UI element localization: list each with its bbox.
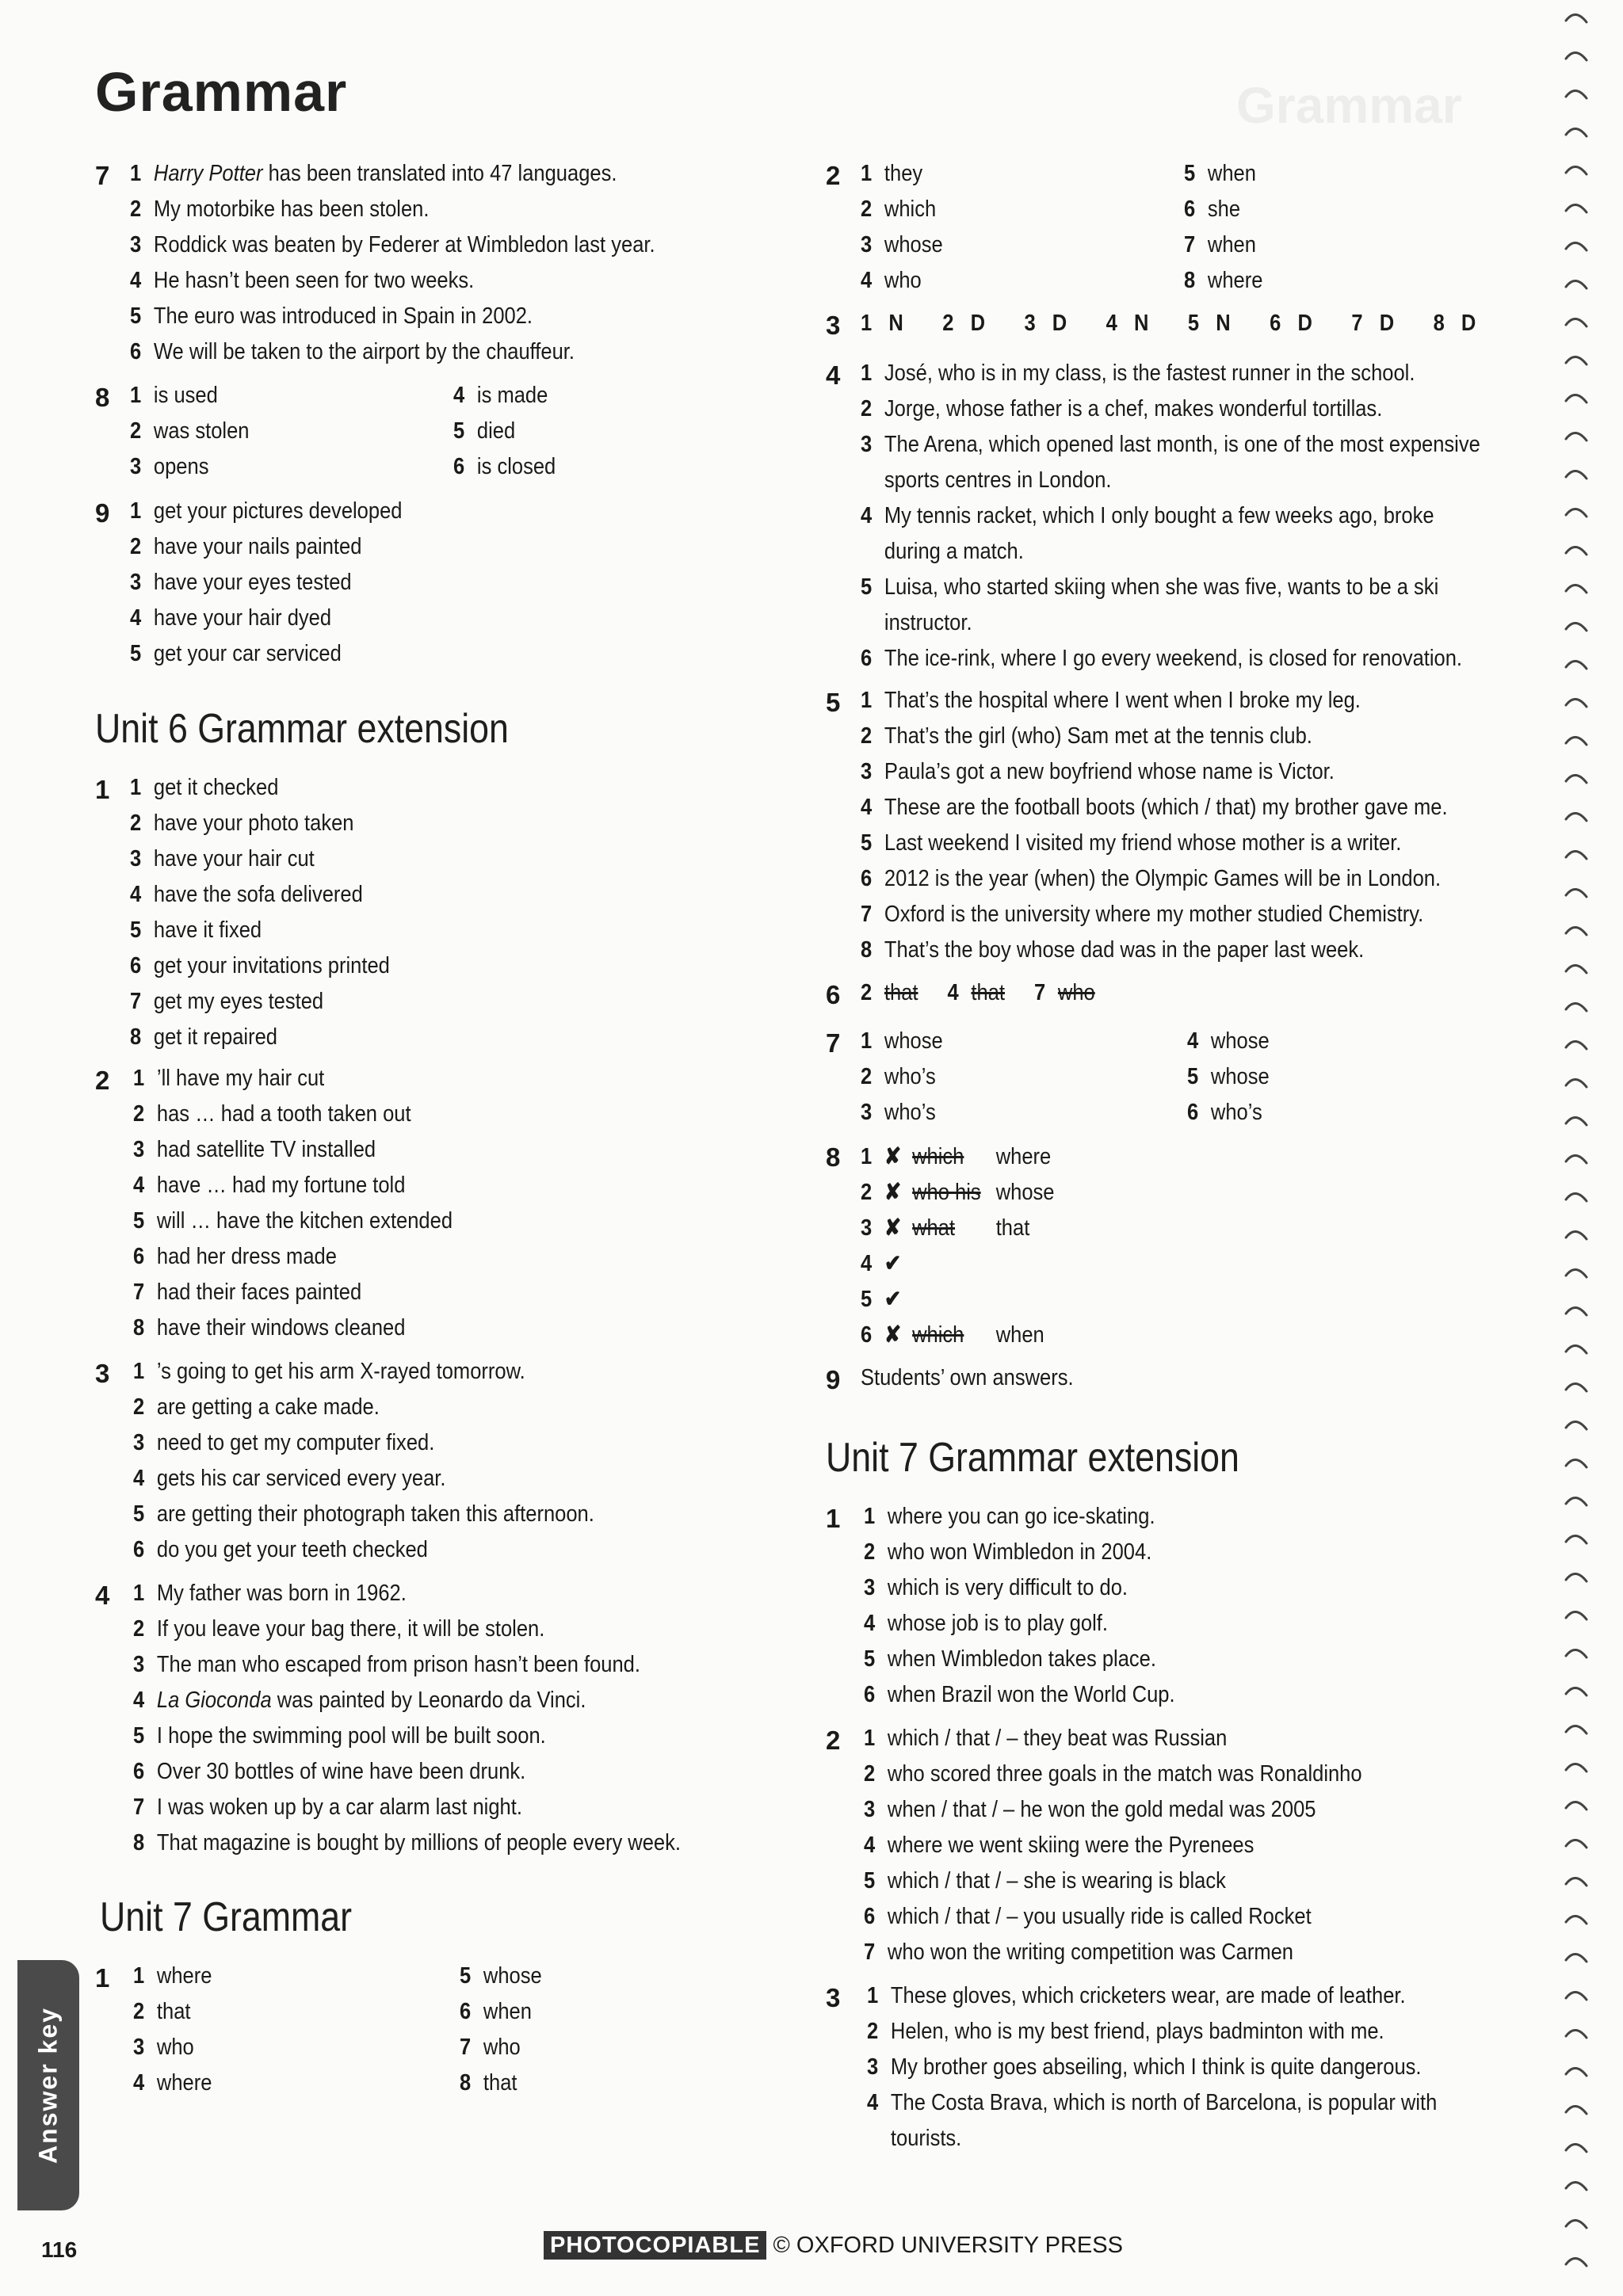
- cross-icon: ✘: [884, 1322, 902, 1348]
- answer-key-tab: [17, 1960, 79, 2210]
- answer-line: 6 ✘ which when: [861, 1322, 1044, 1348]
- answer-line: 5 died: [453, 418, 516, 444]
- answer-line: 5 I hope the swimming pool will be built soon.: [133, 1723, 546, 1749]
- binding-ring: [1566, 1573, 1587, 1581]
- show-through-text: Grammar: [1236, 77, 1462, 134]
- answer-line: 3 have your eyes tested: [130, 570, 352, 595]
- answer-line: 1 Harry Potter has been translated into 47 languages.: [130, 161, 617, 186]
- unit-6-heading: Unit 6 Grammar extension: [95, 706, 509, 752]
- answer-line: 2 Helen, who is my best friend, plays badminton with me.: [867, 2019, 1384, 2044]
- footer-copyright: [544, 2233, 1123, 2259]
- answer-line: 1 José, who is in my class, is the fastest runner in the school.: [861, 360, 1415, 386]
- answer-line: 2 has … had a tooth taken out: [133, 1101, 411, 1127]
- binding-ring: [1566, 813, 1587, 821]
- answer-line: 2 have your photo taken: [130, 810, 354, 836]
- answer-line: 5 will … have the kitchen extended: [133, 1208, 453, 1234]
- photocopiable-badge: PHOTOCOPIABLE: [544, 2231, 766, 2260]
- binding-ring: [1566, 433, 1587, 441]
- answer-line: 6 2012 is the year (when) the Olympic Games will be in London.: [861, 866, 1442, 891]
- answer-line: 7 Oxford is the university where my mother studied Chemistry.: [861, 902, 1424, 927]
- cross-icon: ✘: [884, 1180, 902, 1205]
- answer-line: 4 ✔: [861, 1249, 912, 1277]
- answer-line: 3 The Arena, which opened last month, is one of the most expensive: [861, 432, 1480, 457]
- binding-ring: [1566, 1726, 1587, 1733]
- answer-line: 2 Jorge, whose father is a chef, makes wonderful tortillas.: [861, 396, 1383, 421]
- answer-line: 5 have it fixed: [130, 917, 262, 943]
- page-number: 116: [41, 2237, 78, 2262]
- answer-line: 1 ✘ which where: [861, 1144, 1052, 1169]
- binding-ring: [1566, 1688, 1587, 1695]
- binding-ring: [1566, 1497, 1587, 1505]
- answer-line: 2 that 4 that 7 who: [861, 980, 1095, 1005]
- exercise-number: 2: [826, 161, 841, 190]
- binding-ring: [1566, 547, 1587, 555]
- answer-line: 7 when: [1184, 232, 1256, 257]
- answer-line: 2 who scored three goals in the match was Ronaldinho: [864, 1761, 1362, 1787]
- exercise-number: 8: [95, 383, 110, 412]
- exercise-number: 1: [95, 1963, 110, 1993]
- answer-line: 6 The ice-rink, where I go every weekend, is closed for renovation.: [861, 646, 1463, 671]
- binding-ring: [1566, 1459, 1587, 1467]
- cross-icon: ✘: [884, 1215, 902, 1241]
- answer-line: 5 ✔: [861, 1285, 912, 1313]
- binding-ring: [1566, 1155, 1587, 1163]
- answer-line: 2 that: [133, 1999, 191, 2024]
- answer-line: 3 when / that / – he won the gold medal was 2005: [864, 1797, 1316, 1822]
- answer-line: tourists.: [890, 2126, 962, 2151]
- answer-line: 6 who’s: [1187, 1100, 1262, 1125]
- exercise-number: 2: [826, 1726, 841, 1755]
- binding-ring: [1566, 52, 1587, 60]
- answer-line: 2 My motorbike has been stolen.: [130, 196, 430, 222]
- exercise-number: 7: [826, 1028, 841, 1058]
- binding-ring: [1566, 1269, 1587, 1277]
- answer-line: 8 have their windows cleaned: [133, 1315, 406, 1341]
- answer-line: 5 whose: [460, 1963, 542, 1989]
- answer-line: 5 get your car serviced: [130, 641, 342, 666]
- binding-ring: [1566, 242, 1587, 250]
- answer-line: 6 Over 30 bottles of wine have been drunk.: [133, 1759, 526, 1784]
- answer-line: 5 when: [1184, 161, 1256, 186]
- answer-line: 1 ’s going to get his arm X-rayed tomorrow.: [133, 1359, 525, 1384]
- answer-line: 5 are getting their photograph taken this afternoon.: [133, 1501, 594, 1527]
- exercise-number: 2: [95, 1066, 110, 1095]
- answer-line: 4 He hasn’t been seen for two weeks.: [130, 268, 475, 293]
- binding-ring: [1566, 318, 1587, 326]
- answer-line: 3 who: [133, 2035, 194, 2060]
- binding-ring: [1566, 2258, 1587, 2266]
- binding-ring: [1566, 1992, 1587, 2000]
- binding-ring: [1566, 509, 1587, 517]
- exercise-number: 4: [826, 360, 841, 390]
- binding-ring: [1566, 585, 1587, 593]
- binding-ring: [1566, 280, 1587, 288]
- binding-ring: [1566, 1193, 1587, 1201]
- cross-icon: ✘: [884, 1144, 902, 1169]
- binding-ring: [1566, 1345, 1587, 1353]
- answer-line: 4 have the sofa delivered: [130, 882, 363, 907]
- answer-line: 2 are getting a cake made.: [133, 1394, 380, 1420]
- answer-line: 3 whose: [861, 232, 943, 257]
- answer-line: 1 ’ll have my hair cut: [133, 1066, 325, 1091]
- exercise-number: 3: [95, 1359, 110, 1388]
- unit-7-extension-heading: Unit 7 Grammar extension: [826, 1435, 1239, 1481]
- binding-ring: [1566, 471, 1587, 479]
- copyright-text: © OXFORD UNIVERSITY PRESS: [773, 2233, 1123, 2258]
- answer-line: 7 had their faces painted: [133, 1280, 362, 1305]
- binding-ring: [1566, 14, 1587, 22]
- answer-line: 6 is closed: [453, 454, 556, 479]
- binding-ring: [1566, 395, 1587, 402]
- answer-line: 4 where: [133, 2070, 212, 2096]
- answer-line: 2 who won Wimbledon in 2004.: [864, 1539, 1152, 1565]
- answer-line: 4 These are the football boots (which / that) my brother gave me.: [861, 795, 1448, 820]
- binding-ring: [1566, 737, 1587, 745]
- binding-ring: [1566, 1421, 1587, 1429]
- binding-ring: [1566, 1916, 1587, 1924]
- answer-line: 5 which / that / – she is wearing is black: [864, 1868, 1226, 1894]
- answer-line: 3 which is very difficult to do.: [864, 1575, 1128, 1600]
- binding-ring: [1566, 661, 1587, 669]
- binding-ring: [1566, 623, 1587, 631]
- check-icon: ✔: [884, 1287, 902, 1312]
- binding-ring: [1566, 1003, 1587, 1011]
- binding-ring: [1566, 1231, 1587, 1239]
- answer-line: 5 whose: [1187, 1064, 1270, 1089]
- binding-ring: [1566, 2030, 1587, 2038]
- answer-line: 1 whose: [861, 1028, 943, 1054]
- binding-ring: [1566, 1117, 1587, 1125]
- exercise-number: 4: [95, 1581, 110, 1610]
- binding-ring: [1566, 1041, 1587, 1049]
- answer-line: 1 That’s the hospital where I went when I broke my leg.: [861, 688, 1361, 713]
- exercise-number: 9: [826, 1365, 841, 1394]
- answer-line: 1 N 2 D 3 D 4 N 5 N 6 D 7 D 8 D: [861, 311, 1482, 336]
- binding-ring: [1566, 1650, 1587, 1657]
- answer-line: 7 who: [460, 2035, 521, 2060]
- exercise-number: 5: [826, 688, 841, 717]
- binding-ring: [1566, 851, 1587, 859]
- binding-ring: [1566, 1079, 1587, 1087]
- binding-ring: [1566, 128, 1587, 136]
- answer-line: 2 which: [861, 196, 937, 222]
- binding-ring: [1566, 90, 1587, 98]
- answer-line: 3 Roddick was beaten by Federer at Wimbledon last year.: [130, 232, 655, 257]
- unit-7-heading: Unit 7 Grammar: [100, 1894, 353, 1940]
- answer-line: 3 who’s: [861, 1100, 936, 1125]
- binding-ring: [1566, 1307, 1587, 1315]
- answer-line: 3 My brother goes abseiling, which I think is quite dangerous.: [867, 2054, 1422, 2080]
- answer-line: during a match.: [884, 539, 1024, 564]
- answer-line: 2 have your nails painted: [130, 534, 362, 559]
- binding-ring: [1566, 1764, 1587, 1772]
- answer-line: 1 where you can go ice-skating.: [864, 1504, 1155, 1529]
- binding-ring: [1566, 775, 1587, 783]
- binding-ring: [1566, 927, 1587, 935]
- answer-line: 1 My father was born in 1962.: [133, 1581, 407, 1606]
- exercise-number: 3: [826, 311, 841, 340]
- answer-line: 4 where we went skiing were the Pyrenees: [864, 1833, 1254, 1858]
- exercise-number: 8: [826, 1142, 841, 1172]
- binding-ring: [1566, 1802, 1587, 1810]
- binding-ring: [1566, 1535, 1587, 1543]
- binding-ring: [1566, 2182, 1587, 2190]
- answer-line: 1 get it checked: [130, 775, 279, 800]
- answer-line: 7 who won the writing competition was Carmen: [864, 1939, 1293, 1965]
- binding-ring: [1566, 2144, 1587, 2152]
- exercise-number: 1: [826, 1504, 841, 1533]
- answer-line: 3 have your hair cut: [130, 846, 315, 871]
- answer-line: 4 gets his car serviced every year.: [133, 1466, 446, 1491]
- binding-ring: [1566, 2106, 1587, 2114]
- answer-line: sports centres in London.: [884, 467, 1112, 493]
- answer-line: 8 where: [1184, 268, 1263, 293]
- answer-line: Students’ own answers.: [861, 1365, 1074, 1390]
- answer-line: 6 when Brazil won the World Cup.: [864, 1682, 1175, 1707]
- answer-line: 4 is made: [453, 383, 548, 408]
- answer-line: 4 have … had my fortune told: [133, 1173, 406, 1198]
- answer-line: 3 The man who escaped from prison hasn’t been found.: [133, 1652, 640, 1677]
- answer-line: 6 We will be taken to the airport by the chauffeur.: [130, 339, 575, 364]
- answer-line: 6 had her dress made: [133, 1244, 337, 1269]
- answer-line: 8 that: [460, 2070, 517, 2096]
- answer-line: 6 which / that / – you usually ride is called Rocket: [864, 1904, 1312, 1929]
- binding-ring: [1566, 1383, 1587, 1391]
- binding-ring: [1566, 204, 1587, 212]
- answer-line: 2 If you leave your bag there, it will be stolen.: [133, 1616, 545, 1642]
- answer-line: 6 she: [1184, 196, 1241, 222]
- answer-line: 6 when: [460, 1999, 532, 2024]
- answer-line: 5 Last weekend I visited my friend whose mother is a writer.: [861, 830, 1402, 856]
- binding-ring: [1566, 1954, 1587, 1962]
- answer-line: 8 That magazine is bought by millions of people every week.: [133, 1830, 681, 1855]
- exercise-number: 1: [95, 775, 110, 804]
- answer-line: 4 La Gioconda was painted by Leonardo da Vinci.: [133, 1688, 586, 1713]
- answer-line: 1 they: [861, 161, 923, 186]
- answer-line: 7 I was woken up by a car alarm last night.: [133, 1794, 522, 1820]
- answer-line: 5 Luisa, who started skiing when she was five, wants to be a ski: [861, 574, 1439, 600]
- answer-line: instructor.: [884, 610, 972, 635]
- answer-line: 6 get your invitations printed: [130, 953, 390, 978]
- spiral-binding: [1560, 0, 1607, 2296]
- binding-ring: [1566, 166, 1587, 174]
- answer-line: 4 whose job is to play golf.: [864, 1611, 1108, 1636]
- answer-line: 3 had satellite TV installed: [133, 1137, 376, 1162]
- answer-line: 5 The euro was introduced in Spain in 2002.: [130, 303, 533, 329]
- answer-key-tab-label: Answer key: [33, 2007, 63, 2164]
- binding-ring: [1566, 1840, 1587, 1848]
- answer-line: 2 who’s: [861, 1064, 936, 1089]
- answer-line: 1 get your pictures developed: [130, 498, 403, 524]
- binding-ring: [1566, 2068, 1587, 2076]
- answer-line: 2 was stolen: [130, 418, 250, 444]
- answer-line: 8 That’s the boy whose dad was in the paper last week.: [861, 937, 1365, 963]
- answer-line: 4 whose: [1187, 1028, 1270, 1054]
- answer-line: 1 These gloves, which cricketers wear, are made of leather.: [867, 1983, 1406, 2008]
- answer-line: 3 Paula’s got a new boyfriend whose name is Victor.: [861, 759, 1335, 784]
- binding-ring: [1566, 2220, 1587, 2228]
- answer-line: 8 get it repaired: [130, 1024, 277, 1050]
- answer-line: 4 who: [861, 268, 922, 293]
- answer-line: 5 when Wimbledon takes place.: [864, 1646, 1156, 1672]
- answer-line: 4 have your hair dyed: [130, 605, 332, 631]
- answer-line: 3 ✘ what that: [861, 1215, 1030, 1241]
- exercise-number: 3: [826, 1983, 841, 2012]
- answer-line: 1 which / that / – they beat was Russian: [864, 1726, 1228, 1751]
- binding-ring: [1566, 699, 1587, 707]
- binding-ring: [1566, 1878, 1587, 1886]
- exercise-number: 7: [95, 161, 110, 190]
- binding-ring: [1566, 357, 1587, 364]
- check-icon: ✔: [884, 1251, 902, 1276]
- binding-ring: [1566, 965, 1587, 973]
- exercise-number: 9: [95, 498, 110, 528]
- answer-line: 4 My tennis racket, which I only bought a few weeks ago, broke: [861, 503, 1434, 528]
- answer-line: 6 do you get your teeth checked: [133, 1537, 428, 1562]
- answer-line: 3 opens: [130, 454, 209, 479]
- answer-line: 2 ✘ who his whose: [861, 1180, 1055, 1205]
- answer-line: 2 That’s the girl (who) Sam met at the tennis club.: [861, 723, 1312, 749]
- page-title: Grammar: [95, 61, 348, 123]
- exercise-number: 6: [826, 980, 841, 1009]
- answer-line: 4 The Costa Brava, which is north of Barcelona, is popular with: [867, 2090, 1438, 2115]
- answer-line: 1 is used: [130, 383, 218, 408]
- answer-line: 3 need to get my computer fixed.: [133, 1430, 435, 1455]
- binding-ring: [1566, 1611, 1587, 1619]
- answer-line: 7 get my eyes tested: [130, 989, 324, 1014]
- answer-line: 1 where: [133, 1963, 212, 1989]
- binding-ring: [1566, 889, 1587, 897]
